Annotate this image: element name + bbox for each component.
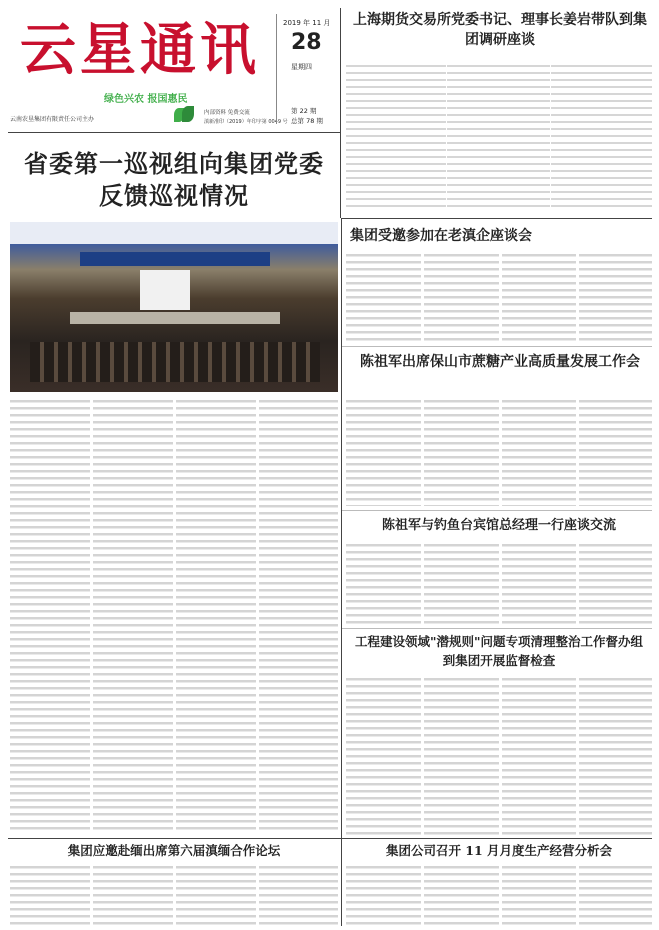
date-box <box>276 14 337 124</box>
chen-headline: 陈祖军出席保山市蔗糖产业高质量发展工作会 <box>360 354 640 370</box>
bottom-divider <box>341 838 342 926</box>
chen-body <box>346 398 652 506</box>
meeting-headline: 集团公司召开 11 月月度生产经营分析会 <box>385 843 613 858</box>
project-body <box>346 676 652 836</box>
project-headline: 工程建设领域"潜规则"问题专项清理整治工作督办组到集团开展监督检查 <box>354 634 644 668</box>
publisher-text: 云南农垦集团有限责任公司主办 <box>10 116 95 123</box>
year-month: 2019 年 11 月 <box>283 19 331 27</box>
meeting-photo <box>10 222 338 392</box>
issue-number: 第 22 期 <box>291 107 317 115</box>
total-issue: 总第 78 期 <box>291 117 323 125</box>
meeting-body <box>346 864 652 926</box>
right-column-divider <box>341 218 342 838</box>
forum-body <box>346 252 652 344</box>
day-number: 28 <box>291 30 322 55</box>
weekday: 星期四 <box>291 63 312 71</box>
lead-body <box>10 398 338 834</box>
permit-text: 滇新准印（2019）年印字第 0049 号 <box>204 119 288 125</box>
lead-headline: 省委第一巡视组向集团党委反馈巡视情况 <box>24 149 324 210</box>
column-divider <box>340 8 341 218</box>
forum-headline: 集团受邀参加在老滇企座谈会 <box>350 228 532 244</box>
yunnan-body <box>10 864 338 926</box>
masthead-title: 云星通讯 <box>20 17 260 83</box>
rule-right-top <box>342 218 652 219</box>
rule-bottom <box>8 838 652 839</box>
chen-hotel-body <box>346 542 652 626</box>
rule-upper <box>8 132 340 133</box>
chen-hotel-headline: 陈祖军与钓鱼台宾馆总经理一行座谈交流 <box>381 518 616 533</box>
brand-logo <box>172 104 196 126</box>
masthead-slogan: 绿色兴农 报国惠民 <box>104 94 188 105</box>
top-right-headline: 上海期货交易所党委书记、理事长姜岩带队到集团调研座谈 <box>353 12 647 48</box>
internal-text: 内部资料 免费交流 <box>204 110 250 116</box>
yunnan-headline: 集团应邀赴缅出席第六届滇缅合作论坛 <box>67 843 281 858</box>
